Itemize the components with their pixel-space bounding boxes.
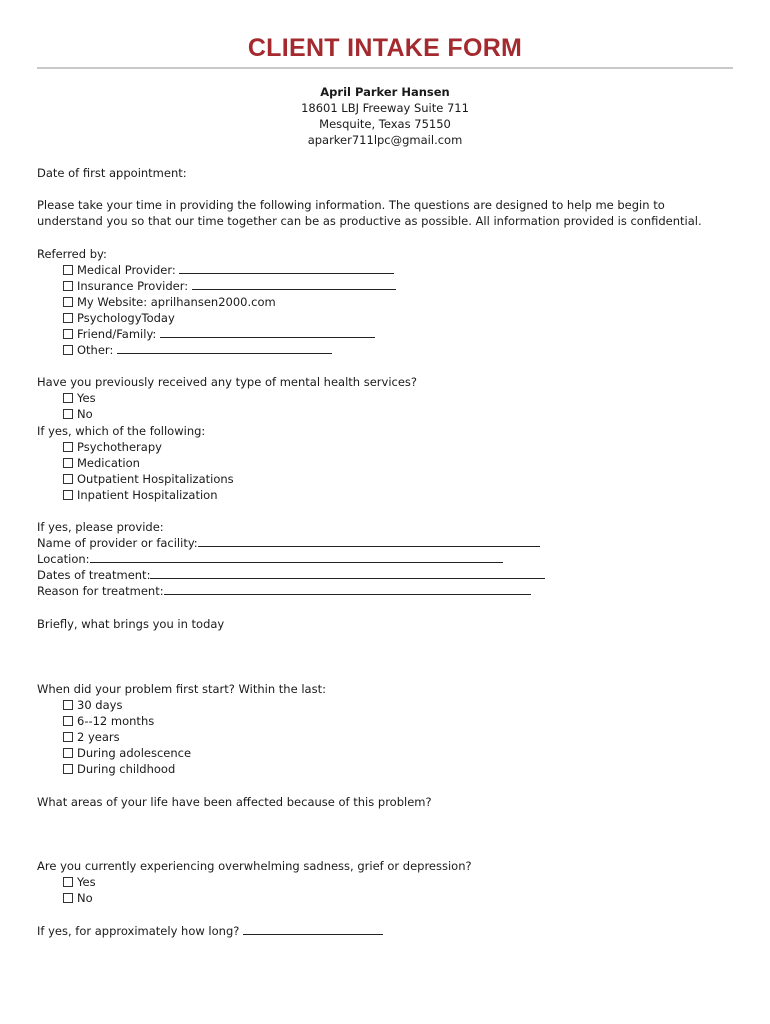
checkbox[interactable] bbox=[63, 329, 73, 339]
referral-option-other[interactable]: Other: bbox=[63, 343, 332, 357]
checkbox[interactable] bbox=[63, 716, 73, 726]
start-option-30-days[interactable]: 30 days bbox=[63, 698, 122, 712]
form-title: CLIENT INTAKE FORM bbox=[247, 34, 523, 62]
referral-option-friend-family[interactable]: Friend/Family: bbox=[63, 327, 375, 341]
checkbox[interactable] bbox=[63, 877, 73, 887]
checkbox[interactable] bbox=[63, 474, 73, 484]
email-address: aparker711lpc@gmail.com bbox=[307, 133, 463, 147]
other-referral-blank[interactable] bbox=[117, 343, 332, 354]
address-line-1: 18601 LBJ Freeway Suite 711 bbox=[301, 101, 469, 115]
title-divider bbox=[37, 67, 733, 69]
referral-option-website[interactable]: My Website: aprilhansen2000.com bbox=[63, 295, 276, 309]
reason-for-treatment-blank[interactable] bbox=[164, 584, 531, 595]
sadness-yes[interactable]: Yes bbox=[63, 875, 96, 889]
referred-by-label: Referred by: bbox=[37, 247, 107, 261]
previous-services-no[interactable]: No bbox=[63, 407, 93, 421]
friend-family-blank[interactable] bbox=[160, 327, 375, 338]
checkbox[interactable] bbox=[63, 748, 73, 758]
dates-of-treatment-blank[interactable] bbox=[150, 568, 545, 579]
provider-name-blank[interactable] bbox=[198, 536, 540, 547]
provider-name-field[interactable]: Name of provider or facility: bbox=[37, 536, 540, 550]
service-option-inpatient[interactable]: Inpatient Hospitalization bbox=[63, 488, 218, 502]
please-provide-label: If yes, please provide: bbox=[37, 520, 164, 534]
location-blank[interactable] bbox=[90, 552, 503, 563]
start-option-adolescence[interactable]: During adolescence bbox=[63, 746, 191, 760]
medical-provider-blank[interactable] bbox=[179, 263, 394, 274]
therapist-name: April Parker Hansen bbox=[320, 85, 450, 99]
address-line-2: Mesquite, Texas 75150 bbox=[319, 117, 451, 131]
briefly-question: Briefly, what brings you in today bbox=[37, 617, 225, 631]
start-option-6-12-months[interactable]: 6--12 months bbox=[63, 714, 154, 728]
reason-for-treatment-field[interactable]: Reason for treatment: bbox=[37, 584, 531, 598]
checkbox[interactable] bbox=[63, 345, 73, 355]
areas-affected-question: What areas of your life have been affected because of this problem? bbox=[37, 795, 432, 809]
checkbox[interactable] bbox=[63, 458, 73, 468]
dates-of-treatment-field[interactable]: Dates of treatment: bbox=[37, 568, 545, 582]
checkbox[interactable] bbox=[63, 732, 73, 742]
service-option-psychotherapy[interactable]: Psychotherapy bbox=[63, 440, 162, 454]
start-option-childhood[interactable]: During childhood bbox=[63, 762, 175, 776]
checkbox[interactable] bbox=[63, 265, 73, 275]
which-services-label: If yes, which of the following: bbox=[37, 424, 206, 438]
location-field[interactable]: Location: bbox=[37, 552, 503, 566]
previous-services-yes[interactable]: Yes bbox=[63, 391, 96, 405]
intro-text-line-2: understand you so that our time together can be as productive as possible. All information provided is confidential. bbox=[37, 214, 702, 228]
start-option-2-years[interactable]: 2 years bbox=[63, 730, 120, 744]
referral-option-insurance[interactable]: Insurance Provider: bbox=[63, 279, 396, 293]
sadness-no[interactable]: No bbox=[63, 891, 93, 905]
service-option-outpatient[interactable]: Outpatient Hospitalizations bbox=[63, 472, 234, 486]
date-first-appointment-label: Date of first appointment: bbox=[37, 166, 187, 180]
checkbox[interactable] bbox=[63, 490, 73, 500]
service-option-medication[interactable]: Medication bbox=[63, 456, 140, 470]
checkbox[interactable] bbox=[63, 700, 73, 710]
checkbox[interactable] bbox=[63, 764, 73, 774]
previous-services-question: Have you previously received any type of mental health services? bbox=[37, 375, 418, 389]
referral-option-medical[interactable]: Medical Provider: bbox=[63, 263, 394, 277]
checkbox[interactable] bbox=[63, 393, 73, 403]
checkbox[interactable] bbox=[63, 281, 73, 291]
how-long-field[interactable]: If yes, for approximately how long? bbox=[37, 924, 383, 938]
intro-text-line-1: Please take your time in providing the following information. The questions are designed to help me begin to bbox=[37, 198, 665, 212]
checkbox[interactable] bbox=[63, 297, 73, 307]
problem-start-question: When did your problem first start? Within the last: bbox=[37, 682, 326, 696]
how-long-blank[interactable] bbox=[243, 924, 383, 935]
insurance-provider-blank[interactable] bbox=[192, 279, 396, 290]
checkbox[interactable] bbox=[63, 313, 73, 323]
sadness-question: Are you currently experiencing overwhelming sadness, grief or depression? bbox=[37, 859, 472, 873]
checkbox[interactable] bbox=[63, 409, 73, 419]
checkbox[interactable] bbox=[63, 442, 73, 452]
checkbox[interactable] bbox=[63, 893, 73, 903]
referral-option-psychologytoday[interactable]: PsychologyToday bbox=[63, 311, 175, 325]
